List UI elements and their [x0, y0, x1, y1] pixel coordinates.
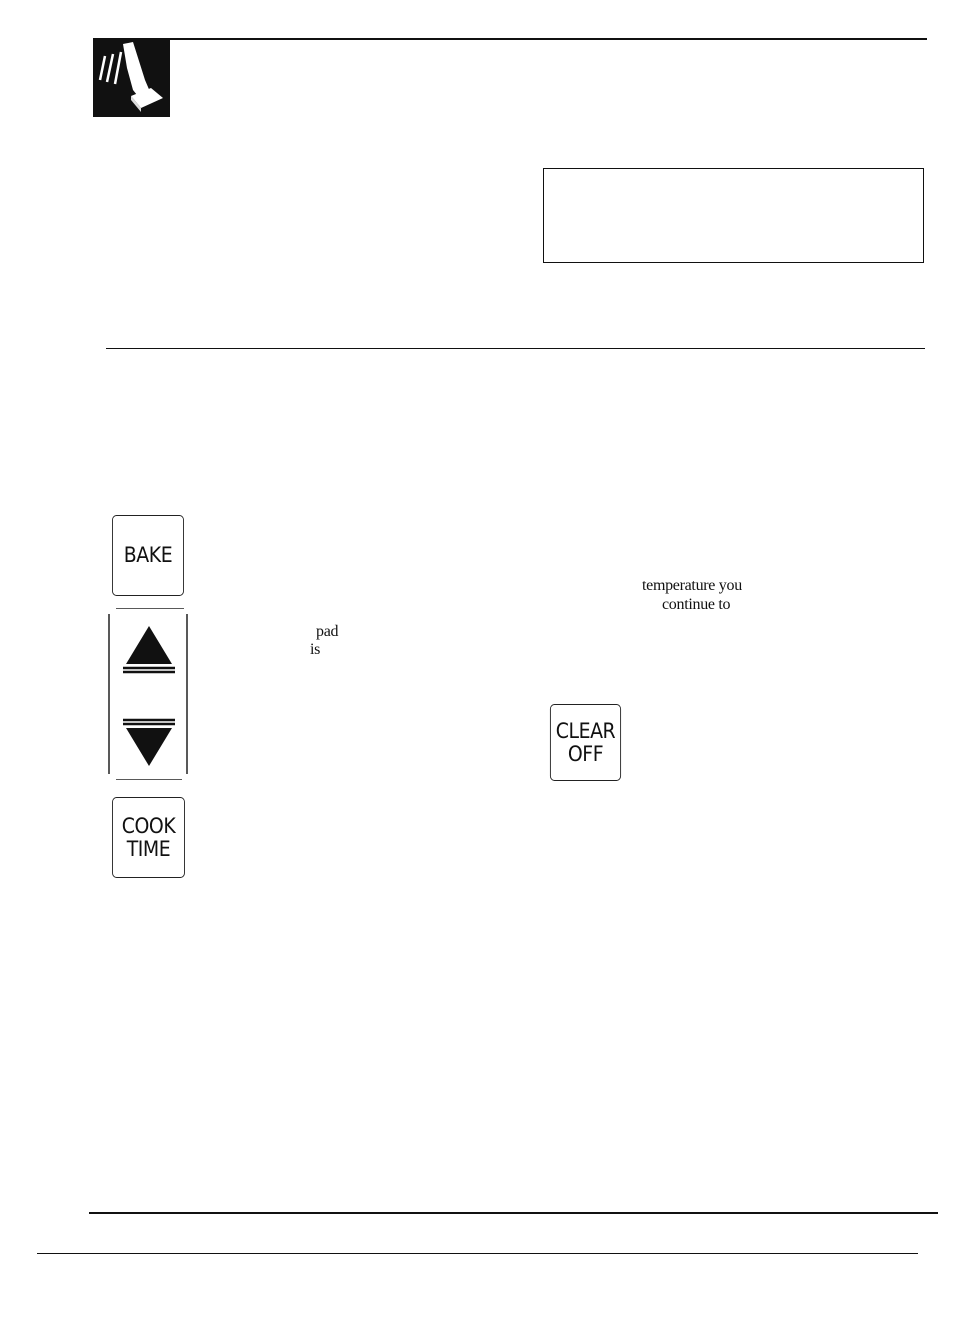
arrow-pads: [108, 608, 188, 780]
cook-time-pad-line-1: COOK: [121, 813, 176, 838]
note-box: [543, 168, 924, 263]
hand-svg: [93, 38, 170, 117]
clear-off-pad-line-2: OFF: [567, 741, 604, 766]
cook-time-pad[interactable]: [112, 797, 185, 878]
arrow-pads-svg: [108, 608, 188, 780]
footer-rule-upper: [89, 1212, 938, 1214]
text-fragment-temperature-you: temperature you: [642, 577, 742, 594]
hand-pressing-pad-icon: [93, 38, 170, 117]
cook-time-pad-line-2: TIME: [126, 836, 171, 861]
footer-rule-lower: [37, 1253, 918, 1254]
triangle-up-icon[interactable]: [123, 626, 175, 672]
section-rule: [106, 348, 925, 349]
header-rule: [93, 38, 927, 40]
bake-pad[interactable]: [112, 515, 184, 596]
triangle-down-icon[interactable]: [123, 720, 175, 766]
bake-pad-label: BAKE: [123, 543, 173, 567]
text-fragment-pad: pad: [316, 623, 339, 640]
text-fragment-continue-to: continue to: [662, 596, 731, 613]
clear-off-pad-line-1: CLEAR: [555, 718, 616, 743]
text-fragment-is: is: [310, 641, 321, 658]
clear-off-pad[interactable]: [550, 704, 621, 781]
